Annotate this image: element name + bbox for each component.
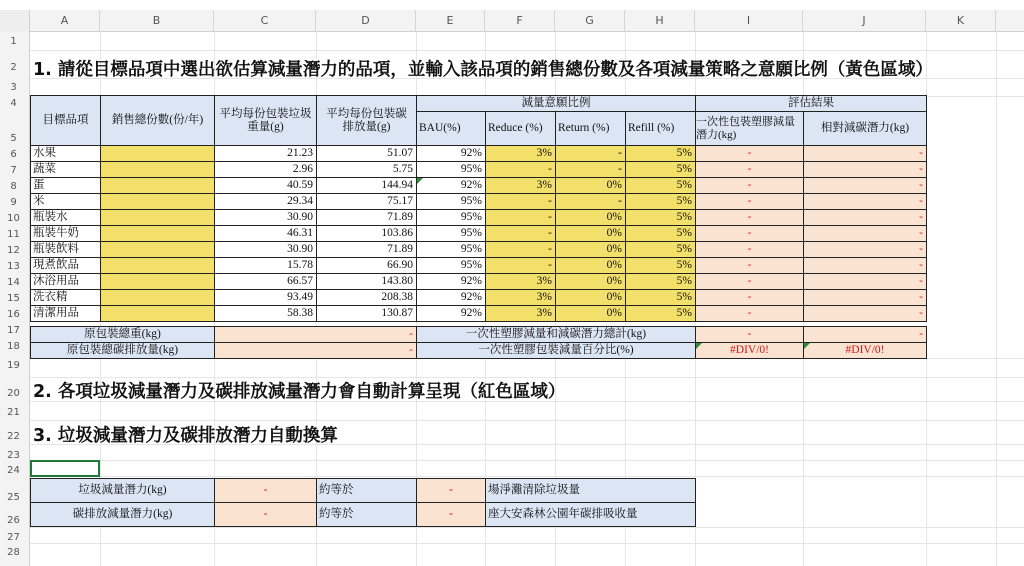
total-reduction-label[interactable]: 一次性塑膠減量和減碳潛力總計(kg) — [416, 326, 696, 343]
cell-weight[interactable]: 29.34 — [214, 193, 317, 210]
row-header[interactable]: 1 — [10, 36, 17, 47]
cell-name[interactable]: 米 — [30, 193, 101, 210]
column-header-i[interactable]: I — [695, 10, 803, 32]
orig-weight-label[interactable]: 原包裝總重(kg) — [30, 326, 215, 343]
row-header[interactable]: 4 — [10, 98, 17, 109]
cell-carbon[interactable]: 71.89 — [316, 209, 417, 226]
cell-bau[interactable]: 95% — [416, 209, 486, 226]
cell-weight[interactable]: 30.90 — [214, 209, 317, 226]
row-header[interactable]: 10 — [7, 213, 20, 224]
cell-plastic[interactable]: - — [695, 145, 804, 162]
cell-reduce[interactable]: - — [485, 225, 556, 242]
row-header[interactable]: 19 — [7, 360, 20, 371]
orig-carbon-value[interactable]: - — [214, 342, 417, 359]
row-header[interactable]: 2 — [10, 62, 17, 73]
row-header[interactable]: 3 — [10, 82, 17, 93]
cell-plastic[interactable]: - — [695, 225, 804, 242]
row-header[interactable]: 26 — [7, 515, 20, 526]
column-header-c[interactable]: C — [214, 10, 316, 32]
row-header[interactable]: 12 — [7, 245, 20, 256]
column-header-a[interactable]: A — [30, 10, 100, 32]
cell-co2[interactable]: - — [803, 241, 927, 258]
waste-reduction-label[interactable]: 垃圾減量潛力(kg) — [30, 478, 215, 503]
row-header[interactable]: 18 — [7, 341, 20, 352]
cell-bau[interactable]: 95% — [416, 161, 486, 178]
column-header-b[interactable]: B — [100, 10, 214, 32]
carbon-reduction-value[interactable]: - — [214, 502, 317, 527]
cell-co2[interactable]: - — [803, 193, 927, 210]
cell-reduce[interactable]: 3% — [485, 177, 556, 194]
cell-sales[interactable] — [100, 273, 215, 290]
row-header[interactable]: 24 — [7, 465, 20, 476]
cell-ret[interactable]: - — [555, 161, 626, 178]
cell-carbon[interactable]: 5.75 — [316, 161, 417, 178]
cell-weight[interactable]: 66.57 — [214, 273, 317, 290]
approx-label-1[interactable]: 約等於 — [316, 478, 417, 503]
cell-bau[interactable]: 95% — [416, 257, 486, 274]
cell-plastic[interactable]: - — [695, 161, 804, 178]
cell-name[interactable]: 清潔用品 — [30, 305, 101, 322]
row-header[interactable]: 11 — [7, 229, 20, 240]
cell-name[interactable]: 瓶裝飲料 — [30, 241, 101, 258]
cell-weight[interactable]: 30.90 — [214, 241, 317, 258]
cell-plastic[interactable]: - — [695, 305, 804, 322]
cell-co2[interactable]: - — [803, 289, 927, 306]
cell-refill[interactable]: 5% — [625, 161, 696, 178]
instruction-step-1: 1. 請從目標品項中選出欲估算減量潛力的品項，並輸入該品項的銷售總份數及各項減量策略之意願比例（黃色區域） — [33, 60, 933, 80]
row-header[interactable]: 9 — [10, 197, 17, 208]
header-pkg-weight[interactable]: 平均每份包裝垃圾重量(g) — [214, 95, 317, 146]
cell-plastic[interactable]: - — [695, 273, 804, 290]
error-indicator-icon — [804, 343, 810, 349]
row-header[interactable]: 23 — [7, 450, 20, 461]
row-header[interactable]: 8 — [10, 181, 17, 192]
pct-label[interactable]: 一次性塑膠包裝減量百分比(%) — [416, 342, 696, 359]
warning-indicator-icon — [417, 178, 423, 184]
instruction-step-2: 2. 各項垃圾減量潛力及碳排放減量潛力會自動計算呈現（紅色區域） — [33, 382, 566, 402]
row-header[interactable]: 20 — [7, 388, 20, 399]
header-carbon-reduction[interactable]: 相對減碳潛力(kg) — [803, 111, 927, 146]
pct-plastic-value[interactable]: #DIV/0! — [695, 342, 804, 359]
cell-ret[interactable]: 0% — [555, 273, 626, 290]
cell-weight[interactable]: 46.31 — [214, 225, 317, 242]
cell-reduce[interactable]: - — [485, 241, 556, 258]
cell-co2[interactable]: - — [803, 209, 927, 226]
cell-plastic[interactable]: - — [695, 241, 804, 258]
cell-sales[interactable] — [100, 289, 215, 306]
cell-ret[interactable]: 0% — [555, 225, 626, 242]
carbon-reduction-label[interactable]: 碳排放減量潛力(kg) — [30, 502, 215, 527]
cell-carbon[interactable]: 144.94 — [316, 177, 417, 194]
cell-bau[interactable]: 92% — [416, 145, 486, 162]
cell-ret[interactable]: 0% — [555, 209, 626, 226]
header-return[interactable]: Return (%) — [555, 111, 626, 146]
column-header-e[interactable]: E — [416, 10, 485, 32]
cell-sales[interactable] — [100, 241, 215, 258]
cell-sales[interactable] — [100, 177, 215, 194]
row-header[interactable]: 17 — [7, 325, 20, 336]
cell-ret[interactable]: 0% — [555, 241, 626, 258]
column-header-bar — [0, 10, 1024, 32]
cell-weight[interactable]: 40.59 — [214, 177, 317, 194]
row-header[interactable]: 13 — [7, 261, 20, 272]
total-co2-value[interactable]: - — [803, 326, 927, 343]
cell-ret[interactable]: - — [555, 193, 626, 210]
cell-bau[interactable]: 92% — [416, 273, 486, 290]
cell-name[interactable]: 水果 — [30, 145, 101, 162]
row-header[interactable]: 27 — [7, 532, 20, 543]
header-refill[interactable]: Refill (%) — [625, 111, 696, 146]
header-reduce[interactable]: Reduce (%) — [485, 111, 556, 146]
cell-co2[interactable]: - — [803, 161, 927, 178]
cell-carbon[interactable]: 66.90 — [316, 257, 417, 274]
cell-refill[interactable]: 5% — [625, 209, 696, 226]
row-header[interactable]: 25 — [7, 492, 20, 503]
cell-weight[interactable]: 21.23 — [214, 145, 317, 162]
pct-co2-value[interactable]: #DIV/0! — [803, 342, 927, 359]
waste-equiv-value[interactable]: - — [416, 478, 486, 503]
cell-sales[interactable] — [100, 225, 215, 242]
selected-cell[interactable] — [30, 460, 100, 477]
cell-bau[interactable]: 95% — [416, 241, 486, 258]
cell-weight[interactable]: 15.78 — [214, 257, 317, 274]
cell-sales[interactable] — [100, 257, 215, 274]
cell-carbon[interactable]: 75.17 — [316, 193, 417, 210]
row-header[interactable]: 22 — [7, 431, 20, 442]
cell-reduce[interactable]: - — [485, 161, 556, 178]
cell-plastic[interactable]: - — [695, 193, 804, 210]
cell-name[interactable]: 瓶裝牛奶 — [30, 225, 101, 242]
cell-ret[interactable]: 0% — [555, 257, 626, 274]
cell-bau[interactable]: 92% — [416, 289, 486, 306]
orig-weight-value[interactable]: - — [214, 326, 417, 343]
cell-reduce[interactable]: 3% — [485, 145, 556, 162]
cell-sales[interactable] — [100, 161, 215, 178]
cell-reduce[interactable]: - — [485, 209, 556, 226]
orig-carbon-label[interactable]: 原包裝總碳排放量(kg) — [30, 342, 215, 359]
cell-refill[interactable]: 5% — [625, 257, 696, 274]
cell-refill[interactable]: 5% — [625, 273, 696, 290]
row-header-bar — [0, 32, 30, 566]
cell-reduce[interactable]: - — [485, 257, 556, 274]
cell-refill[interactable]: 5% — [625, 193, 696, 210]
cell-sales[interactable] — [100, 145, 215, 162]
row-header[interactable]: 7 — [10, 165, 17, 176]
cell-plastic[interactable]: - — [695, 177, 804, 194]
cell-weight[interactable]: 93.49 — [214, 289, 317, 306]
cell-ret[interactable]: - — [555, 145, 626, 162]
cell-name[interactable]: 蛋 — [30, 177, 101, 194]
column-header-d[interactable]: D — [316, 10, 416, 32]
cell-refill[interactable]: 5% — [625, 241, 696, 258]
header-plastic-reduction[interactable]: 一次性包裝塑膠減量潛力(kg) — [695, 111, 804, 146]
cell-sales[interactable] — [100, 209, 215, 226]
cell-plastic[interactable]: - — [695, 289, 804, 306]
cell-bau[interactable]: 92% — [416, 177, 486, 194]
column-header-k[interactable]: K — [926, 10, 996, 32]
cell-bau[interactable]: 95% — [416, 225, 486, 242]
cell-carbon[interactable]: 130.87 — [316, 305, 417, 322]
row-header[interactable]: 21 — [7, 407, 20, 418]
header-willingness[interactable]: 減量意願比例 — [416, 95, 696, 112]
row-header[interactable]: 28 — [7, 547, 20, 558]
header-bau[interactable]: BAU(%) — [416, 111, 486, 146]
cell-name[interactable]: 洗衣精 — [30, 289, 101, 306]
waste-reduction-value[interactable]: - — [214, 478, 317, 503]
cell-reduce[interactable]: - — [485, 193, 556, 210]
cell-ret[interactable]: 0% — [555, 177, 626, 194]
cell-weight[interactable]: 2.96 — [214, 161, 317, 178]
cell-name[interactable]: 蔬菜 — [30, 161, 101, 178]
carbon-equiv-text[interactable]: 座大安森林公園年碳排吸收量 — [485, 502, 696, 527]
waste-equiv-text[interactable]: 場淨灘清除垃圾量 — [485, 478, 696, 503]
cell-weight[interactable]: 58.38 — [214, 305, 317, 322]
cell-reduce[interactable]: 3% — [485, 305, 556, 322]
instruction-step-3: 3. 垃圾減量潛力及碳排放潛力自動換算 — [33, 426, 338, 446]
cell-carbon[interactable]: 103.86 — [316, 225, 417, 242]
cell-co2[interactable]: - — [803, 177, 927, 194]
cell-carbon[interactable]: 208.38 — [316, 289, 417, 306]
row-header[interactable]: 6 — [10, 149, 17, 160]
cell-plastic[interactable]: - — [695, 209, 804, 226]
cell-reduce[interactable]: 3% — [485, 273, 556, 290]
cell-co2[interactable]: - — [803, 145, 927, 162]
cell-carbon[interactable]: 51.07 — [316, 145, 417, 162]
cell-refill[interactable]: 5% — [625, 305, 696, 322]
cell-plastic[interactable]: - — [695, 257, 804, 274]
select-all-corner[interactable] — [0, 10, 30, 32]
cell-refill[interactable]: 5% — [625, 177, 696, 194]
cell-refill[interactable]: 5% — [625, 225, 696, 242]
cell-carbon[interactable]: 71.89 — [316, 241, 417, 258]
cell-name[interactable]: 現煮飲品 — [30, 257, 101, 274]
row-header[interactable]: 16 — [7, 309, 20, 320]
cell-refill[interactable]: 5% — [625, 289, 696, 306]
cell-bau[interactable]: 95% — [416, 193, 486, 210]
header-pkg-carbon[interactable]: 平均每份包裝碳排放量(g) — [316, 95, 417, 146]
cell-bau[interactable]: 92% — [416, 305, 486, 322]
cell-ret[interactable]: 0% — [555, 289, 626, 306]
carbon-equiv-value[interactable]: - — [416, 502, 486, 527]
column-header-j[interactable]: J — [803, 10, 926, 32]
row-header[interactable]: 15 — [7, 293, 20, 304]
cell-co2[interactable]: - — [803, 273, 927, 290]
row-header[interactable]: 5 — [10, 133, 17, 144]
cell-sales[interactable] — [100, 193, 215, 210]
column-header-g[interactable]: G — [555, 10, 625, 32]
cell-refill[interactable]: 5% — [625, 145, 696, 162]
cell-ret[interactable]: 0% — [555, 305, 626, 322]
header-item[interactable]: 目標品項 — [30, 95, 101, 146]
cell-co2[interactable]: - — [803, 305, 927, 322]
approx-label-2[interactable]: 約等於 — [316, 502, 417, 527]
cell-name[interactable]: 瓶裝水 — [30, 209, 101, 226]
cell-co2[interactable]: - — [803, 225, 927, 242]
cell-carbon[interactable]: 143.80 — [316, 273, 417, 290]
column-header-h[interactable]: H — [625, 10, 695, 32]
row-header[interactable]: 14 — [7, 277, 20, 288]
cell-name[interactable]: 沐浴用品 — [30, 273, 101, 290]
cell-co2[interactable]: - — [803, 257, 927, 274]
column-header-f[interactable]: F — [485, 10, 555, 32]
error-indicator-icon — [696, 343, 702, 349]
cell-reduce[interactable]: 3% — [485, 289, 556, 306]
header-sales[interactable]: 銷售總份數(份/年) — [100, 95, 215, 146]
total-plastic-value[interactable]: - — [695, 326, 804, 343]
header-results[interactable]: 評估結果 — [695, 95, 927, 112]
cell-sales[interactable] — [100, 305, 215, 322]
